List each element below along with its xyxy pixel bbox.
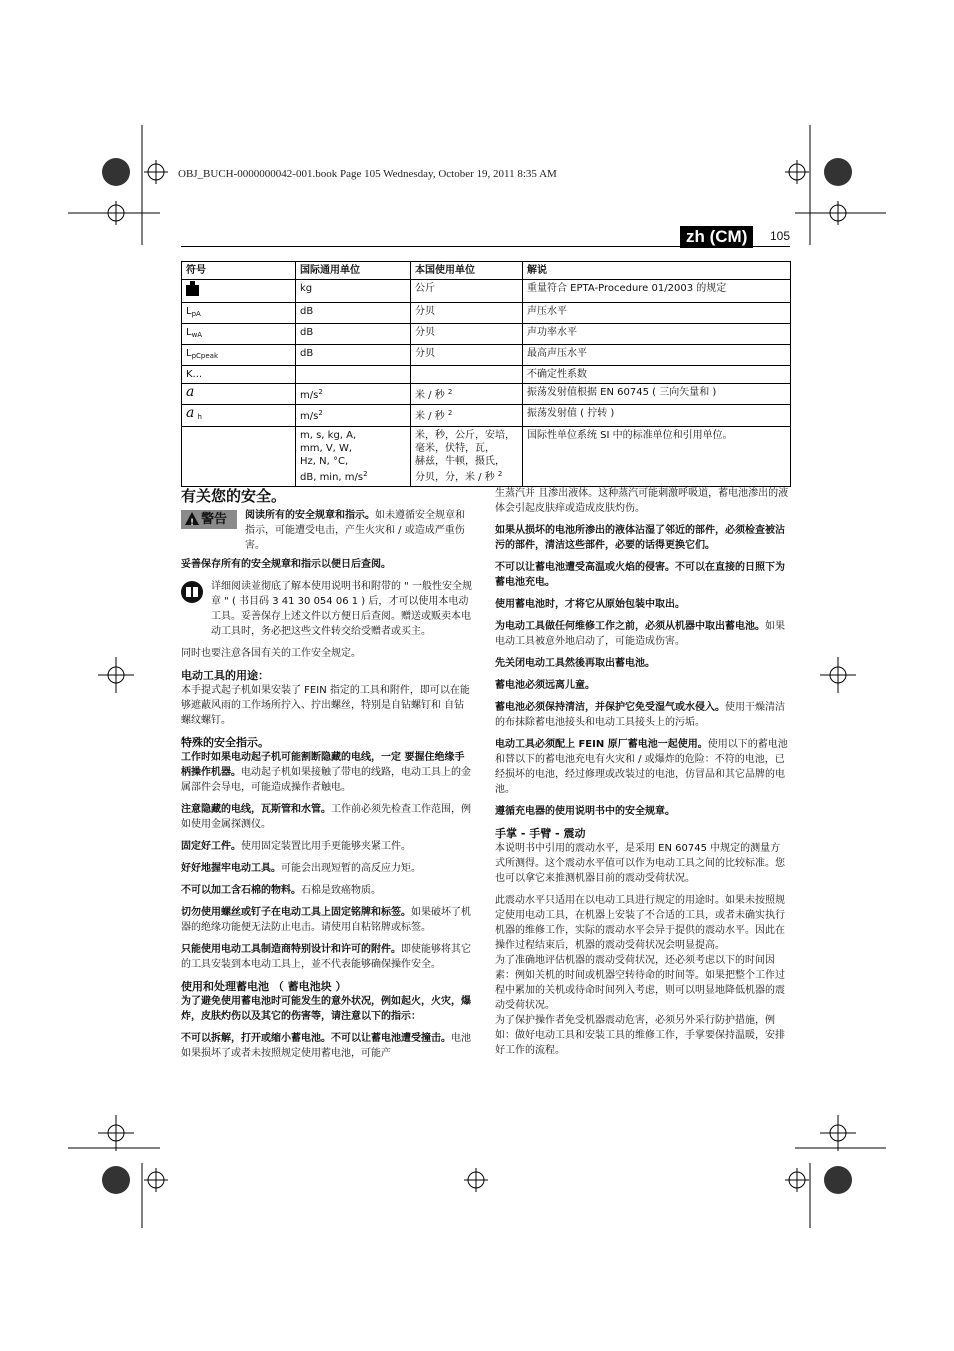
- paragraph: 不可以加工含石棉的物料。石棉是致癌物质。: [181, 885, 381, 896]
- warning-block: ! 警告 阅读所有的安全规章和指示。如未遵循安全规章和指示，可能遭受电击，产生火灾和 / 或造成严重伤害。: [181, 508, 473, 553]
- paragraph: 先关闭电动工具然後再取出蓄电池。: [495, 658, 655, 669]
- desc-cell: 最高声压水平: [523, 345, 791, 366]
- section-heading: 特殊的安全指示。: [181, 736, 269, 749]
- paragraph: 蓄电池必须保持清洁，并保护它免受湿气或水侵入。使用干燥清洁的布抹除蓄电池接头和电动工具接头上的污垢。: [495, 702, 785, 728]
- header-cell: 国际通用单位: [296, 262, 411, 280]
- header-cell: 本国使用单位: [411, 262, 523, 280]
- intl-unit-cell: kg: [296, 280, 411, 303]
- header-cell: 符号: [182, 262, 296, 280]
- desc-cell: 不确定性系数: [523, 366, 791, 384]
- symbol-cell: $L_{pA}$: [182, 303, 296, 324]
- book-header-line: OBJ_BUCH-0000000042-001.book Page 105 Wednesday, October 19, 2011 8:35 AM: [178, 168, 557, 180]
- paragraph: 如果从损坏的电池所渗出的液体沾湿了邻近的部件，必须检查被沾污的部件，清洁这些部件，必要的话得更换它们。: [495, 525, 785, 551]
- paragraph: 遵循充电器的使用说明书中的安全规章。: [495, 806, 675, 817]
- paragraph: 切勿使用螺丝或钉子在电动工具上固定铭牌和标签。如果破坏了机器的绝缘功能便无法防止电击。请使用自粘铭牌或标签。: [181, 907, 471, 933]
- paragraph: 固定好工件。使用固定装置比用手更能够夹紧工件。: [181, 841, 411, 852]
- paragraph: 不可以拆解，打开或缩小蓄电池。不可以让蓄电池遭受撞击。电池如果损坏了或者未按照规定使用蓄电池，可能产: [181, 1033, 471, 1059]
- table-row: [182, 384, 791, 405]
- paragraph: 使用蓄电池时，才将它从原始包装中取出。: [495, 599, 685, 610]
- local-unit-cell: 米 / 秒 $^2$: [411, 405, 523, 427]
- symbol-cell: a $_h$: [182, 405, 296, 427]
- local-unit-cell: 分贝: [411, 324, 523, 345]
- section-title: 有关您的安全。: [181, 487, 287, 505]
- paragraph: 本说明书中引用的震动水平，是采用 EN 60745 中规定的测量方式所测得。这个震动水平值可以作为电动工具之间的比较标准。您也可以拿它来推测机器目前的震动受荷状况。: [495, 843, 785, 884]
- paragraph: 为了避免使用蓄电池时可能发生的意外状况，例如起火，火灾，爆炸，皮肤灼伤以及其它的伤害等，请注意以下的指示：: [181, 996, 471, 1022]
- paragraph: 为电动工具做任何维修工作之前，必须从机器中取出蓄电池。如果电动工具被意外地启动了，可能造成伤害。: [495, 621, 785, 647]
- paragraph: 好好地握牢电动工具。可能会出现短暂的高反应力矩。: [181, 863, 421, 874]
- desc-cell: 声功率水平: [523, 324, 791, 345]
- paragraph: 为了准确地评估机器的震动受荷状况，还必须考虑以下的时间因素：例如关机的时间或机器空转待命的时间等。如果把整个工作过程中累加的关机或待命时间列入考虑，则可以明显地降低机器的震动受荷状况。: [495, 955, 785, 1011]
- local-unit-cell: 分贝: [411, 345, 523, 366]
- desc-cell: 国际性单位系统 SI 中的标准单位和引用单位。: [523, 427, 791, 487]
- language-badge: zh (CM): [680, 226, 753, 248]
- table-row: [182, 405, 791, 427]
- paragraph: 此震动水平只适用在以电动工具进行规定的用途时。如果未按照规定使用电动工具，在机器上安装了不合适的工具，或者未确实执行机器的维修工作，实际的震动水平会异于提供的震动水平。因此在操作过程结束后，机器的震动受荷状况会明显提高。: [495, 895, 785, 951]
- paragraph: 生蒸汽并 且渗出液体。这种蒸汽可能刺激呼吸道，蓄电池渗出的液体会引起皮肤痒或造成皮肤灼伤。: [495, 488, 789, 514]
- paragraph: 只能使用电动工具制造商特别设计和许可的附件。即使能够将其它的工具安装到本电动工具上，並不代表能够确保操作安全。: [181, 944, 471, 970]
- manual-note: 详细阅读並彻底了解本使用说明书和附带的 " 一般性安全规章 " ( 书目码 3 41 30 054 06 1 ) 后，才可以使用本电动工具。妥善保存上述文件以方便日后查阅。赠送或贩卖本电动工具时，务必把这些文件转交给受赠者或买主。: [181, 579, 473, 639]
- header-rule: [181, 246, 790, 247]
- table-row: [182, 345, 791, 366]
- warning-triangle-icon: [185, 512, 199, 525]
- symbol-cell: a: [182, 384, 296, 405]
- desc-cell: 重量符合 EPTA-Procedure 01/2003 的规定: [523, 280, 791, 303]
- desc-cell: 声压水平: [523, 303, 791, 324]
- paragraph: 为了保护操作者免受机器震动危害，必须另外采行防护措施，例如：做好电动工具和安装工具的维修工作，手掌要保持温暖，安排好工作的流程。: [495, 1015, 785, 1056]
- section-heading: 电动工具的用途：: [181, 669, 269, 682]
- section-heading: 手掌 - 手臂 - 震动: [495, 827, 586, 840]
- local-unit-cell: 公斤: [411, 280, 523, 303]
- read-manual-icon: [181, 581, 203, 603]
- desc-cell: 振荡发射值根据 EN 60745 ( 三向矢量和 ): [523, 384, 791, 405]
- symbol-cell: K...: [182, 366, 296, 384]
- weight-icon: [186, 285, 199, 296]
- symbol-cell: $L_{wA}$: [182, 324, 296, 345]
- right-column: [495, 486, 790, 1065]
- intl-unit-cell: dB: [296, 324, 411, 345]
- intl-unit-cell: m, s, kg, A, mm, V, W, Hz, N, °C, dB, min, $m/s^2$: [296, 427, 411, 487]
- table-header-row: [182, 262, 791, 280]
- desc-cell: 振荡发射值 ( 拧转 ): [523, 405, 791, 427]
- table-row: [182, 366, 791, 384]
- local-unit-cell: 米，秒，公斤，安培， 毫米，伏特，瓦， 赫兹，牛顿，摄氏， 分贝，分，米 / 秒 $^2$: [411, 427, 523, 487]
- keep-instructions: 妥善保存所有的安全规章和指示以便日后查阅。: [181, 559, 391, 570]
- local-unit-cell: 分贝: [411, 303, 523, 324]
- table-row: [182, 324, 791, 345]
- page-number: 105: [770, 229, 791, 243]
- paragraph: 本手提式起子机如果安装了 FEIN 指定的工具和附件，即可以在能够遮蔽风雨的工作场所拧入、拧出螺丝，特别是自钻螺钉和 自钻螺纹螺钉。: [181, 685, 470, 726]
- intl-unit-cell: dB: [296, 345, 411, 366]
- intl-unit-cell: $m/s^2$: [296, 405, 411, 427]
- intl-unit-cell: [296, 366, 411, 384]
- paragraph: 注意隐藏的电线，瓦斯管和水管。工作前必须先检查工作范围，例如使用金属探测仪。: [181, 804, 471, 830]
- symbol-table: [181, 261, 791, 487]
- symbol-cell: $L_{pCpeak}$: [182, 345, 296, 366]
- intl-unit-cell: $m/s^2$: [296, 384, 411, 405]
- left-column: [181, 486, 473, 1068]
- paragraph: 不可以让蓄电池遭受高温或火焰的侵害。不可以在直接的日照下为蓄电池充电。: [495, 562, 785, 588]
- intl-unit-cell: dB: [296, 303, 411, 324]
- local-unit-cell: [411, 366, 523, 384]
- paragraph: 工作时如果电动起子机可能割断隐藏的电线，一定 要握住绝缘手柄操作机器。电动起子机如果接触了带电的线路，电动工具上的金属部件会导电，可能造成操作者触电。: [181, 752, 471, 793]
- warning-badge: ! 警告: [181, 510, 237, 529]
- paragraph: 蓄电池必须远离儿童。: [495, 680, 595, 691]
- paragraph: 同时也要注意各国有关的工作安全规定。: [181, 648, 361, 659]
- table-row: [182, 280, 791, 303]
- table-row: [182, 303, 791, 324]
- section-heading: 使用和处理蓄电池 （ 蓄电池块 ）: [181, 980, 347, 993]
- local-unit-cell: 米 / 秒 $^2$: [411, 384, 523, 405]
- table-row: [182, 427, 791, 487]
- header-cell: 解说: [523, 262, 791, 280]
- paragraph: 电动工具必须配上 FEIN 原厂蓄电池一起使用。使用以下的蓄电池和替以下的蓄电池充电有火灾和 / 或爆炸的危险：不符的电池，已经损坏的电池，经过修理或改装过的电池，仿冒品和其它品牌的电池。: [495, 739, 788, 795]
